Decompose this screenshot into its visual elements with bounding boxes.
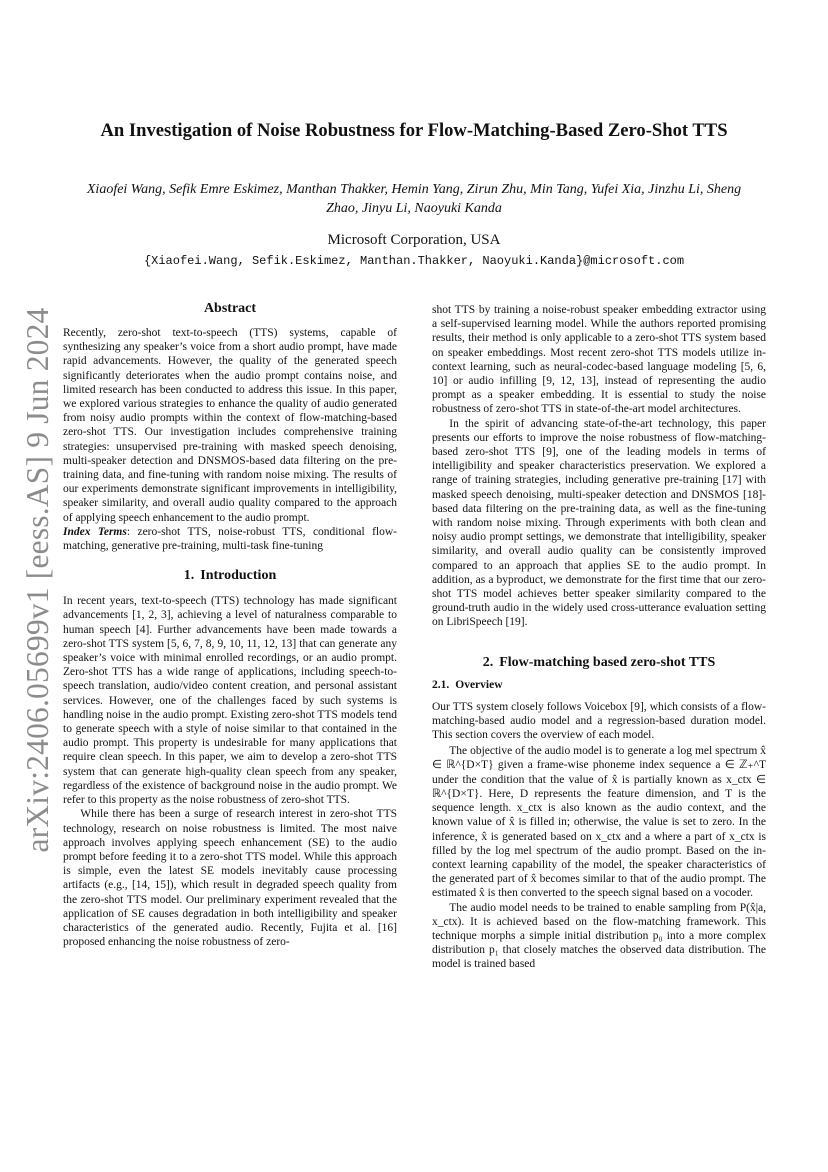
index-terms-list: : zero-shot TTS, noise-robust TTS, conditional flow-matching, generative pre-training, multi-task fine-tuning (63, 525, 397, 553)
left-column (63, 300, 397, 949)
index-terms-label: Index Terms (63, 525, 127, 538)
section-title: Introduction (200, 568, 277, 584)
section-number: 2. (482, 654, 494, 670)
overview-subheading (432, 678, 766, 692)
overview-paragraph-2: The objective of the audio model is to generate a log mel spectrum x̂ ∈ ℝ^{D×T} given a frame-wise phoneme index sequence a ∈ ℤ₊^T under the condition that the value of x̂ is partially known as x_ctx ∈ ℝ^{D×T}. Here, D represents the feature dimension, and T is the sequence length. x_ctx is also known as the audio context, and the known value of x̂ is filled in; otherwise, the value is set to zero. In the inference, x̂ is generated based on x_ctx and a where a part of x_ctx is filled by the log mel spectrum of the audio prompt. Based on the in-context learning capability of the model, the speaker characteristics of the generated part of x̂ becomes similar to that of the audio prompt. The estimated x̂ is then converted to the speech signal based on a vocoder. (432, 745, 766, 900)
paper-title: An Investigation of Noise Robustness for Flow-Matching-Based Zero-Shot TTS (100, 120, 728, 141)
overview-paragraph-3: The audio model needs to be trained to enable sampling from P(x̂|a, x_ctx). It is achieved based on the flow-matching framework. This technique morphs a simple initial distribution p₀ into a more complex distribution p₁ that closely matches the observed data distribution. The model is trained based (432, 901, 766, 971)
index-terms (63, 525, 397, 553)
abstract-heading: Abstract (203, 301, 257, 316)
subsection-number: 2.1. (432, 678, 450, 691)
intro-paragraph-3: In the spirit of advancing state-of-the-art technology, this paper presents our efforts to improve the noise robustness of flow-matching-based zero-shot TTS [9], one of the leading models in terms of intelligibility and speaker characteristics preservation. We explored a range of training strategies, including generative pre-training [17] with masked speech denoising, multi-speaker detection and DNSMOS [18]-based data filtering on the pre-training data, as well as the fine-tuning with random noise mixing. Through experiments with both clean and noisy audio prompt settings, we demonstrate that intelligibility, speaker similarity, and overall audio quality can be consistently improved compared to an approach that applies SE to the audio prompt. In addition, as a byproduct, we demonstrate for the first time that our zero-shot TTS model achieves better speaker similarity compared to the ground-truth audio in the widely used cross-utterance evaluation setting on LibriSpeech [19]. (432, 417, 766, 629)
affiliation: Microsoft Corporation, USA (327, 232, 501, 248)
section-number: 1. (183, 568, 195, 584)
subsection-title: Overview (455, 678, 503, 691)
abstract-text (63, 326, 397, 525)
arxiv-identifier (18, 300, 58, 860)
flow-matching-heading (432, 654, 766, 672)
author-emails: {Xiaofei.Wang, Sefik.Eskimez, Manthan.Thakker, Naoyuki.Kanda}@microsoft.com (143, 254, 685, 268)
intro-paragraph-2-continued: shot TTS by training a noise-robust speaker embedding extractor using a self-supervised learning model. While the authors reported promising results, their method is only applicable to a zero-shot TTS system based on speaker embeddings. Most recent zero-shot TTS models utilize in-context learning, such as neural-codec-based language modeling [5, 6, 10] or audio infilling [9, 12, 13], instead of representing the audio prompt as a speaker embedding. It is essential to study the noise robustness of zero-shot TTS in state-of-the-art model architectures. (432, 304, 766, 416)
intro-paragraph-2: While there has been a surge of research interest in zero-shot TTS technology, research on noise robustness is limited. The most naive approach involves applying speech enhancement (SE) to the audio prompt before feeding it to a zero-shot TTS model. While this approach is simple, even the latest SE models inevitably cause processing artifacts (e.g., [14, 15]), which result in degraded speech quality from the zero-shot TTS model. Our preliminary experiment revealed that the application of SE causes degradation in both intelligibility and speaker characteristics of the generated audio. Recently, Fujita et al. [16] proposed enhancing the noise robustness of zero- (63, 808, 397, 949)
right-column (432, 303, 766, 972)
intro-paragraph-1: In recent years, text-to-speech (TTS) technology has made significant advancements [1, 2, 3], achieving a level of naturalness comparable to human speech [4]. Further advancements have been made towards a zero-shot TTS system [5, 6, 7, 8, 9, 10, 11, 12, 13] that can generate any speaker’s voice with minimal enrolled recordings, or an audio prompt. Zero-shot TTS has a wide range of applications, including speech-to-speech translation, audio/video content creation, and personal assistant services. However, one of the challenges faced by such systems is handling noise in the audio prompt. Existing zero-shot TTS models tend to generate speech with a style of noise similar to that contained in the audio prompt. This property is undesirable for many applications that require clean speech. In this paper, we aim to develop a zero-shot TTS system that can generate high-quality clean speech from any speaker, regardless of the existence of background noise in the audio prompt. We refer to this property as the noise robustness of zero-shot TTS. (63, 595, 397, 807)
arxiv-identifier-text: arXiv:2406.05699v1 [eess.AS] 9 Jun 2024 (20, 307, 55, 853)
introduction-heading (63, 567, 397, 585)
author-list: Xiaofei Wang, Sefik Emre Eskimez, Manthan Thakker, Hemin Yang, Zirun Zhu, Min Tang, Yufei Xia, Jinzhu Li, Sheng Zhao, Jinyu Li, Naoyuki Kanda (86, 182, 742, 216)
abstract-body: Recently, zero-shot text-to-speech (TTS) systems, capable of synthesizing any speaker’s voice from a short audio prompt, have made rapid advancements. However, the quality of the generated speech significantly deteriorates when the audio prompt contains noise, and limited research has been conducted to address this issue. In this paper, we explored various strategies to enhance the quality of audio generated from noisy audio prompts within the context of flow-matching-based zero-shot TTS. Our investigation includes comprehensive training strategies: unsupervised pre-training with masked speech denoising, multi-speaker detection and DNSMOS-based data filtering on the pre-training data, and fine-tuning with random noise mixing. The results of our experiments demonstrate significant improvements in intelligibility, speaker similarity, and overall audio quality compared to the approach of applying speech enhancement to the audio prompt. (63, 327, 397, 524)
section-title: Flow-matching based zero-shot TTS (499, 654, 716, 670)
overview-paragraph-1: Our TTS system closely follows Voicebox [9], which consists of a flow-matching-based audio model and a regression-based duration model. This section covers the overview of each model. (432, 700, 766, 742)
